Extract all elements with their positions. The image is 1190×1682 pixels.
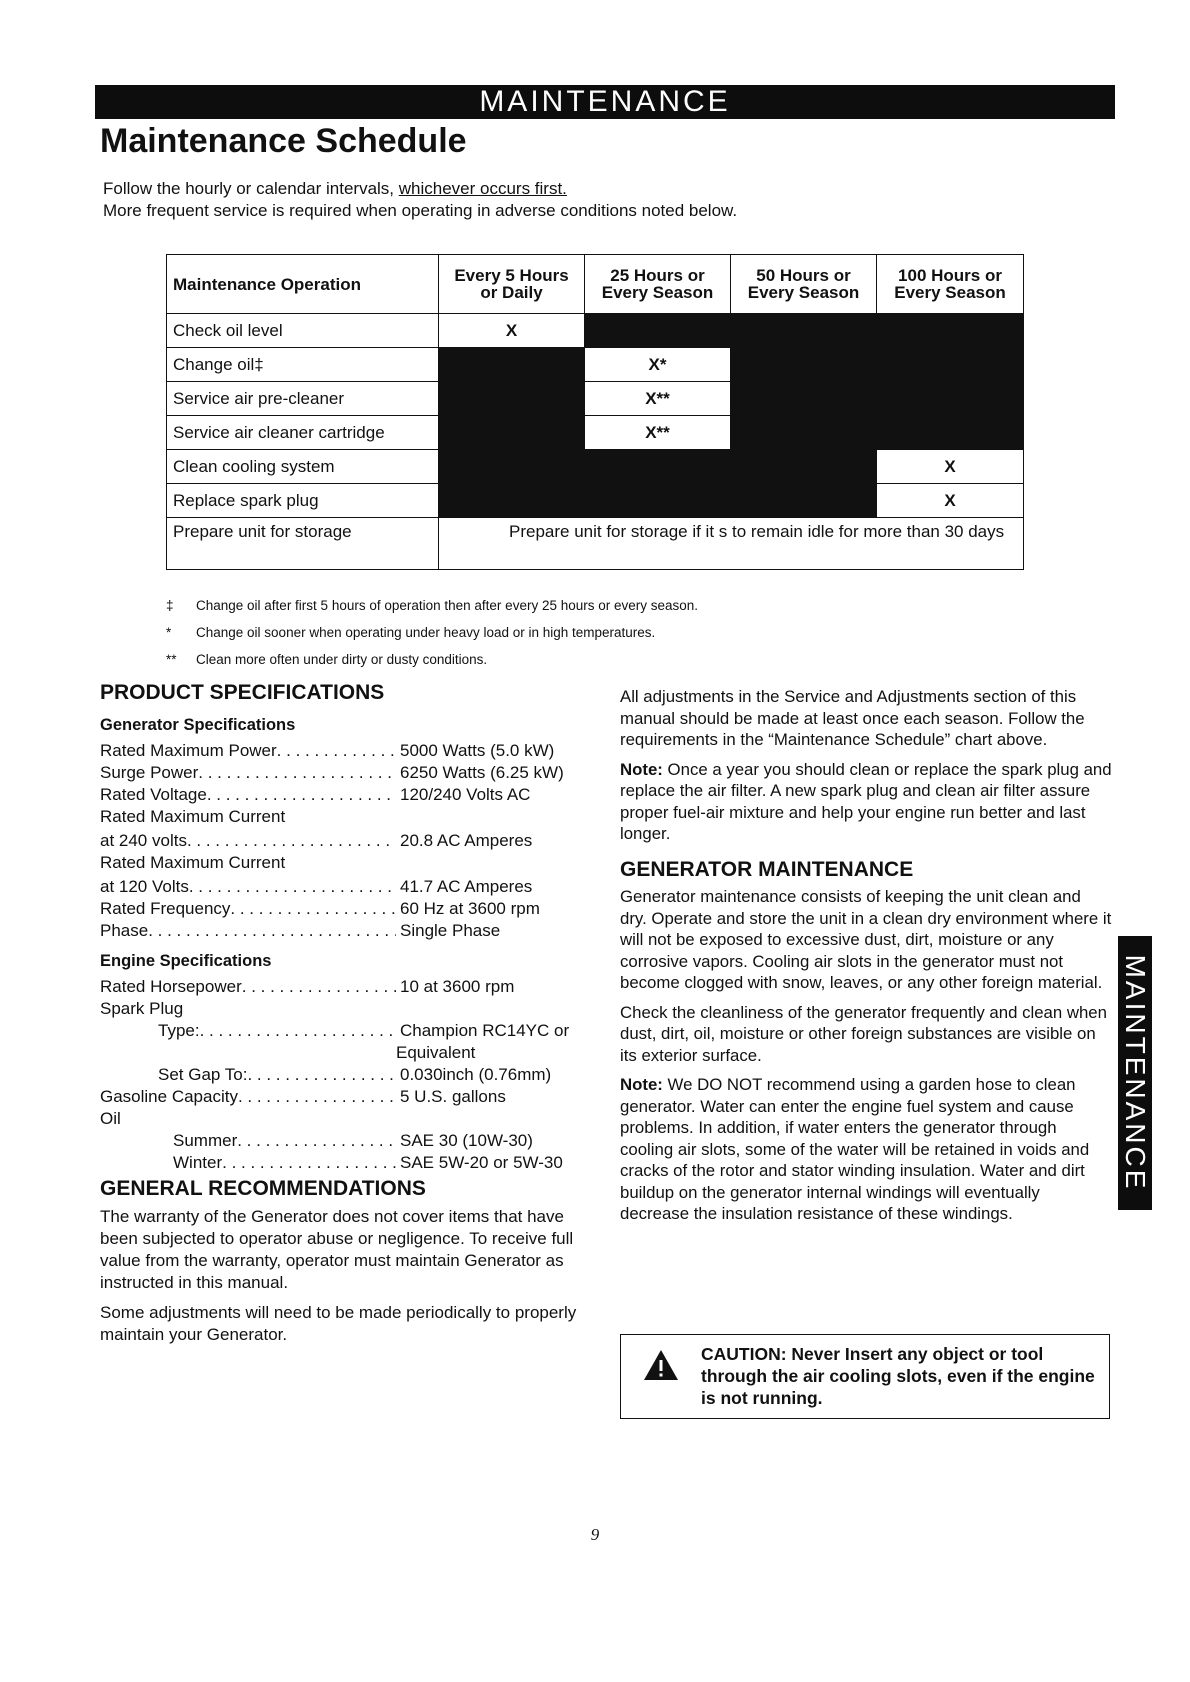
page-title: Maintenance Schedule (100, 122, 467, 160)
table-row (167, 450, 1024, 484)
page-number: 9 (590, 1525, 600, 1544)
shaded-cell (731, 416, 877, 450)
engine-specs-heading: Engine Specifications (100, 952, 272, 970)
spec-title: Oil (100, 1109, 121, 1128)
spec-row: at 240 volts . . . 20.8 AC Amperes (100, 830, 592, 852)
intro-emphasis: whichever occurs first. (398, 179, 567, 198)
shaded-cell (877, 348, 1024, 382)
schedule-mark: X (439, 314, 585, 348)
spec-row: Rated Frequency . . . 60 Hz at 3600 rpm (100, 898, 592, 920)
schedule-mark: X (877, 450, 1024, 484)
shaded-cell (731, 450, 877, 484)
caution-box (620, 1334, 1110, 1419)
spec-row: Rated Maximum Power . . . 5000 Watts (5.0 kW) (100, 740, 592, 762)
header-every-5-hours: Every 5 Hours or Daily (439, 255, 585, 314)
adjustments-paragraph: All adjustments in the Service and Adjustments section of this manual should be made at least once each season. Follow the requirements in the “Maintenance Schedule” chart above. (620, 687, 1085, 749)
table-row (167, 484, 1024, 518)
header-50-hours: 50 Hours or Every Season (731, 255, 877, 314)
shaded-cell (731, 314, 877, 348)
table-row (167, 518, 1024, 570)
schedule-mark: X (877, 484, 1024, 518)
spec-row: Set Gap To: . . . 0.030inch (0.76mm) (100, 1064, 592, 1086)
shaded-cell (439, 348, 585, 382)
generator-specs-heading: Generator Specifications (100, 716, 296, 734)
maintenance-schedule-table (166, 254, 1024, 570)
spec-row: Winter . . . SAE 5W-20 or 5W-30 (100, 1152, 592, 1174)
table-row (167, 416, 1024, 450)
spec-row: Phase . . . Single Phase (100, 920, 592, 942)
table-row (167, 348, 1024, 382)
spec-value-continued: Equivalent (396, 1043, 476, 1062)
spec-row: Rated Horsepower . . . 10 at 3600 rpm (100, 976, 592, 998)
side-tab-label: MAINTENANCE (1120, 954, 1151, 1192)
header-100-hours: 100 Hours or Every Season (877, 255, 1024, 314)
shaded-cell (439, 450, 585, 484)
row-label: Service air cleaner cartridge (167, 416, 439, 450)
row-label: Replace spark plug (167, 484, 439, 518)
footnote: ** Clean more often under dirty or dusty conditions. (166, 652, 488, 667)
shaded-cell (439, 416, 585, 450)
general-recommendations-heading: GENERAL RECOMMENDATIONS (100, 1177, 426, 1200)
table-row (167, 382, 1024, 416)
spec-title: Spark Plug (100, 999, 184, 1018)
shaded-cell (439, 484, 585, 518)
row-label: Clean cooling system (167, 450, 439, 484)
shaded-cell (877, 314, 1024, 348)
table-footnotes (166, 592, 698, 673)
storage-instruction: Prepare unit for storage if it s to remain idle for more than 30 days (439, 518, 1024, 570)
general-paragraph-1: The warranty of the Generator does not cover items that have been subjected to operator abuse or negligence. To receive full value from the warranty, operator must maintain Generator as instructed in this manual. (100, 1207, 574, 1292)
spec-row: Surge Power . . . 6250 Watts (6.25 kW) (100, 762, 592, 784)
generator-maintenance-paragraph-2: Check the cleanliness of the generator frequently and clean when dust, dirt, oil, moisture or other foreign substances are visible on its exterior surface. (620, 1002, 1107, 1065)
general-paragraph-2: Some adjustments will need to be made periodically to properly maintain your Generator. (100, 1303, 577, 1344)
shaded-cell (585, 450, 731, 484)
shaded-cell (731, 348, 877, 382)
spec-row: Rated Voltage . . . 120/240 Volts AC (100, 784, 592, 806)
shaded-cell (731, 484, 877, 518)
intro-text (103, 178, 737, 222)
shaded-cell (877, 382, 1024, 416)
header-maintenance-operation: Maintenance Operation (167, 255, 439, 314)
note-spark-plug: Note: Once a year you should clean or replace the spark plug and replace the air filter. A new spark plug and clean air filter assure proper fuel-air mixture and help your engine run better and last longer. (620, 759, 1112, 843)
row-label: Service air pre-cleaner (167, 382, 439, 416)
left-column (100, 682, 592, 1346)
spec-title: Rated Maximum Current (100, 853, 286, 872)
product-specs-heading: PRODUCT SPECIFICATIONS (100, 681, 385, 704)
section-banner: MAINTENANCE (95, 85, 1115, 119)
footnote: * Change oil sooner when operating under heavy load or in high temperatures. (166, 625, 656, 640)
row-label: Check oil level (167, 314, 439, 348)
generator-maintenance-heading: GENERATOR MAINTENANCE (620, 857, 914, 881)
intro-line1: Follow the hourly or calendar intervals, (103, 179, 399, 198)
table-row (167, 314, 1024, 348)
shaded-cell (877, 416, 1024, 450)
footnote: ‡ Change oil after first 5 hours of operation then after every 25 hours or every season. (166, 598, 699, 613)
spec-row: Gasoline Capacity . . . 5 U.S. gallons (100, 1086, 592, 1108)
caution-text: CAUTION: Never Insert any object or tool through the air cooling slots, even if the engine is not running. (701, 1344, 1095, 1408)
header-25-hours: 25 Hours or Every Season (585, 255, 731, 314)
schedule-mark: X** (585, 382, 731, 416)
side-section-tab (1118, 936, 1152, 1210)
generator-maintenance-paragraph-1: Generator maintenance consists of keeping the unit clean and dry. Operate and store the unit in a clean dry environment where it will not be exposed to excessive dust, dirt, moisture or any corrosive vapors. Cooling air slots in the generator must not become clogged with snow, leaves, or any other foreign material. (620, 887, 1112, 992)
shaded-cell (731, 382, 877, 416)
row-label: Change oil‡ (167, 348, 439, 382)
spec-row: at 120 Volts . . . 41.7 AC Amperes (100, 876, 592, 898)
shaded-cell (585, 314, 731, 348)
schedule-mark: X* (585, 348, 731, 382)
warning-triangle-icon (643, 1349, 679, 1381)
shaded-cell (585, 484, 731, 518)
shaded-cell (439, 382, 585, 416)
spec-row: Type: . . . Champion RC14YC or (100, 1020, 592, 1042)
note-garden-hose: Note: We DO NOT recommend using a garden hose to clean generator. Water can enter the engine fuel system and cause problems. In addition, if water enters the generator through cooling air slots, some of the water will be retained in voids and cracks of the rotor and stator winding insulation. Water and dirt buildup on the generator internal windings will eventually decrease the insulation resistance of these windings. (620, 1075, 1090, 1223)
schedule-mark: X** (585, 416, 731, 450)
intro-line2: More frequent service is required when operating in adverse conditions noted below. (103, 201, 738, 220)
spec-title: Rated Maximum Current (100, 807, 286, 826)
right-column (620, 686, 1112, 1225)
row-label: Prepare unit for storage (167, 518, 439, 570)
spec-row: Summer . . . SAE 30 (10W-30) (100, 1130, 592, 1152)
